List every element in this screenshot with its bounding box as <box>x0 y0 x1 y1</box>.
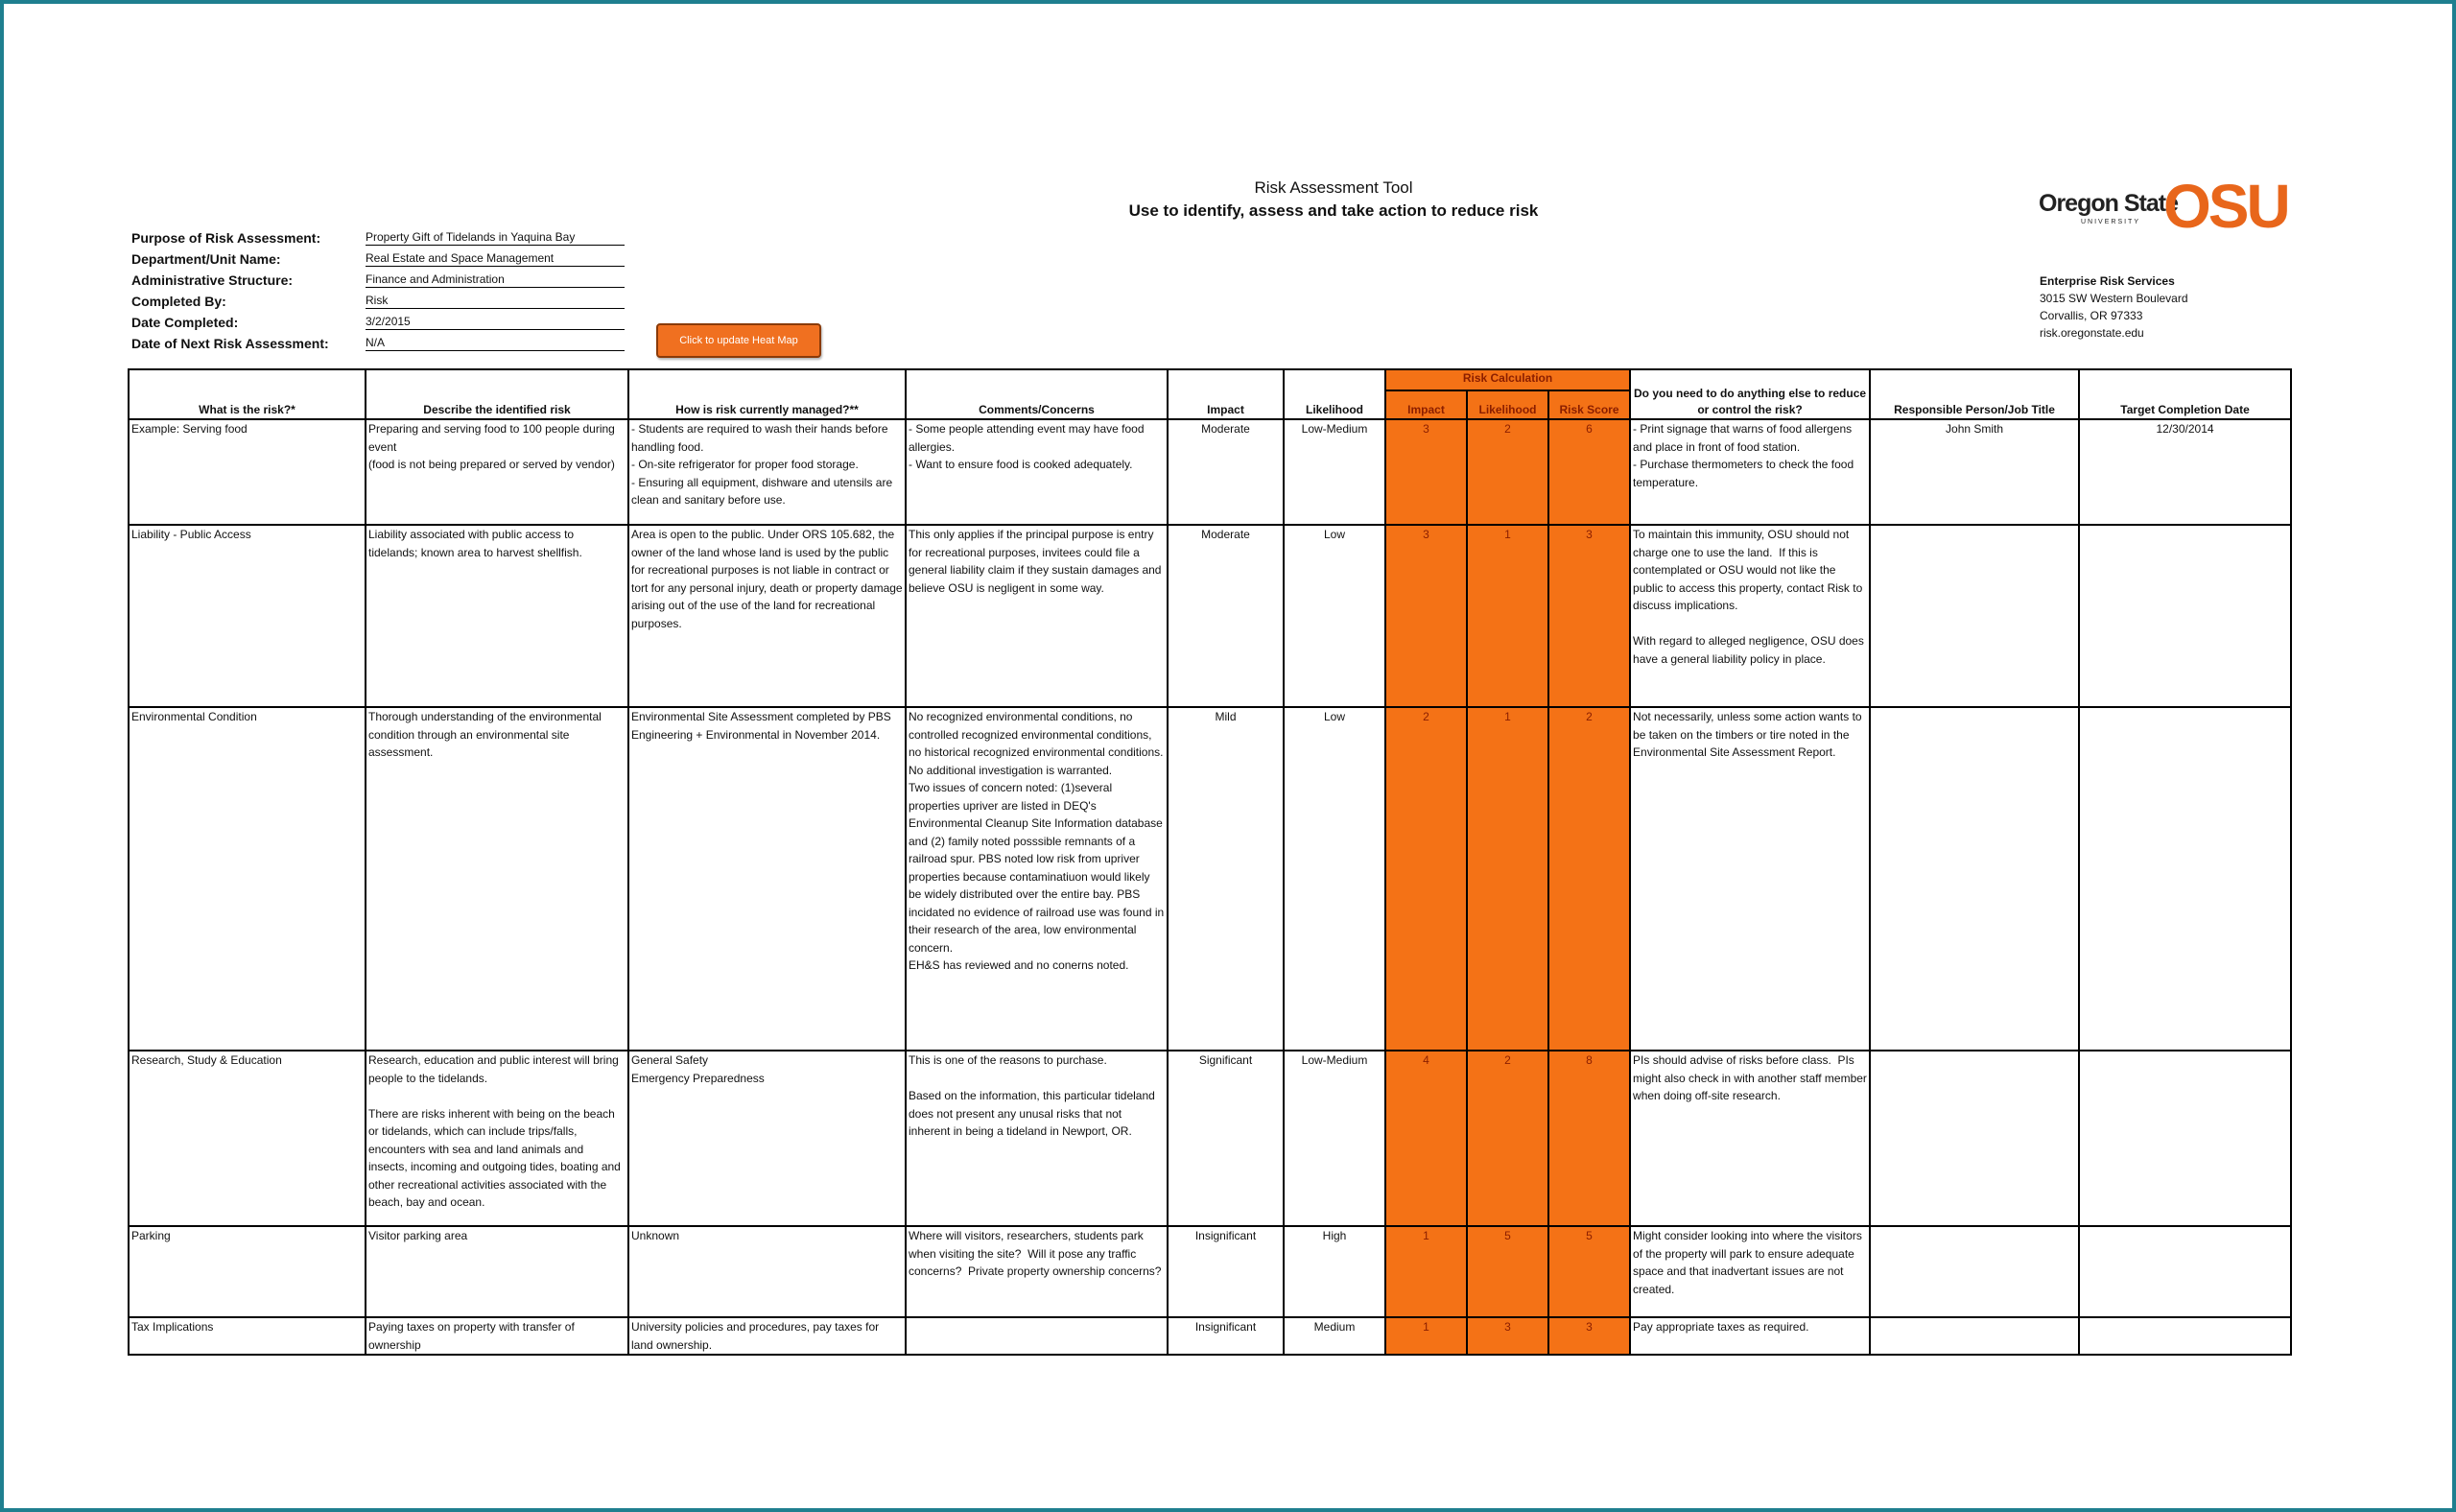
calc-impact-cell: 3 <box>1385 525 1467 707</box>
col-header-risk: What is the risk?* <box>129 369 366 419</box>
next-assessment-field[interactable]: N/A <box>366 336 625 351</box>
calc-likelihood-cell: 1 <box>1467 525 1548 707</box>
logo-university: UNIVERSITY <box>2081 219 2141 225</box>
date-cell[interactable] <box>2079 1317 2291 1355</box>
table-row <box>129 1317 2291 1355</box>
calc-likelihood-cell: 2 <box>1467 419 1548 525</box>
action-cell[interactable]: Might consider looking into where the visitors of the property will park to ensure adequate space and that inadvertant issues are not created. <box>1630 1226 1870 1317</box>
comments-cell[interactable]: This is one of the reasons to purchase. Based on the information, this particular tideland does not present any unusal risks that not inherent in being a tideland in Newport, OR. <box>906 1051 1168 1226</box>
update-heat-map-button[interactable]: Click to update Heat Map <box>656 323 821 358</box>
describe-cell[interactable]: Preparing and serving food to 100 people during event (food is not being prepared or served by vendor) <box>366 419 628 525</box>
action-cell[interactable]: - Print signage that warns of food allergens and place in front of food station. - Purchase thermometers to check the food temperature. <box>1630 419 1870 525</box>
table-row <box>129 419 2291 525</box>
risk-cell[interactable]: Environmental Condition <box>129 707 366 1051</box>
purpose-field[interactable]: Property Gift of Tidelands in Yaquina Bay <box>366 230 625 246</box>
meta-label: Purpose of Risk Assessment: <box>131 230 321 246</box>
osu-logo <box>2039 172 2288 244</box>
meta-label: Date of Next Risk Assessment: <box>131 336 329 351</box>
impact-cell[interactable]: Moderate <box>1168 525 1284 707</box>
person-cell[interactable] <box>1870 707 2079 1051</box>
impact-cell[interactable]: Insignificant <box>1168 1317 1284 1355</box>
likelihood-cell[interactable]: Low-Medium <box>1284 1051 1385 1226</box>
comments-cell[interactable]: No recognized environmental conditions, no controlled recognized environmental conditions, no historical recognized environmental conditions. No additional investigation is warranted. Two issues of concern noted: (1)several properties upriver are listed in DEQ's Environmental Cleanup Site Information database and (2) family noted posssible remnants of a railroad spur. PBS noted low risk from upriver properties because contaminatiuon would likely be widely distributed over the entire bay. PBS incidated no evidence of railroad use was found in their research of the area, low environmental concern. EH&S has reviewed and no conerns noted. <box>906 707 1168 1051</box>
calc-impact-cell: 2 <box>1385 707 1467 1051</box>
date-cell[interactable] <box>2079 1226 2291 1317</box>
action-cell[interactable]: Not necessarily, unless some action wants to be taken on the timbers or tire noted in the Environmental Site Assessment Report. <box>1630 707 1870 1051</box>
risk-score-cell: 8 <box>1548 1051 1630 1226</box>
calc-impact-cell: 1 <box>1385 1226 1467 1317</box>
risk-score-cell: 2 <box>1548 707 1630 1051</box>
likelihood-cell[interactable]: Low-Medium <box>1284 419 1385 525</box>
col-header-impact: Impact <box>1168 369 1284 419</box>
date-cell[interactable] <box>2079 525 2291 707</box>
person-cell[interactable] <box>1870 525 2079 707</box>
calc-likelihood-cell: 5 <box>1467 1226 1548 1317</box>
logo-mark: OSU <box>2163 172 2288 241</box>
comments-cell[interactable]: - Some people attending event may have food allergies. - Want to ensure food is cooked adequately. <box>906 419 1168 525</box>
describe-cell[interactable]: Thorough understanding of the environmental condition through an environmental site assessment. <box>366 707 628 1051</box>
risk-score-cell: 3 <box>1548 1317 1630 1355</box>
table-row <box>129 1226 2291 1317</box>
completed-by-field[interactable]: Risk <box>366 294 625 309</box>
col-header-person: Responsible Person/Job Title <box>1870 369 2079 419</box>
risk-cell[interactable]: Liability - Public Access <box>129 525 366 707</box>
calc-likelihood-cell: 3 <box>1467 1317 1548 1355</box>
managed-cell[interactable]: Unknown <box>628 1226 906 1317</box>
table-header-row <box>129 369 2291 390</box>
describe-cell[interactable]: Paying taxes on property with transfer of ownership <box>366 1317 628 1355</box>
col-header-comments: Comments/Concerns <box>906 369 1168 419</box>
managed-cell[interactable]: University policies and procedures, pay taxes for land ownership. <box>628 1317 906 1355</box>
col-header-calc-score: Risk Score <box>1548 390 1630 419</box>
table-row <box>129 1051 2291 1226</box>
risk-score-cell: 5 <box>1548 1226 1630 1317</box>
impact-cell[interactable]: Insignificant <box>1168 1226 1284 1317</box>
col-header-action: Do you need to do anything else to reduce or control the risk? <box>1630 369 1870 419</box>
table-row <box>129 525 2291 707</box>
col-header-calc-likelihood: Likelihood <box>1467 390 1548 419</box>
person-cell[interactable] <box>1870 1317 2079 1355</box>
logo-name: Oregon State <box>2039 190 2178 217</box>
structure-field[interactable]: Finance and Administration <box>366 272 625 288</box>
risk-score-cell: 3 <box>1548 525 1630 707</box>
managed-cell[interactable]: General Safety Emergency Preparedness <box>628 1051 906 1226</box>
col-header-risk-calculation: Risk Calculation <box>1385 369 1630 390</box>
calc-impact-cell: 4 <box>1385 1051 1467 1226</box>
action-cell[interactable]: PIs should advise of risks before class. PIs might also check in with another staff member when doing off-site research. <box>1630 1051 1870 1226</box>
likelihood-cell[interactable]: Medium <box>1284 1317 1385 1355</box>
person-cell[interactable] <box>1870 1226 2079 1317</box>
risk-cell[interactable]: Tax Implications <box>129 1317 366 1355</box>
risk-cell[interactable]: Parking <box>129 1226 366 1317</box>
calc-likelihood-cell: 1 <box>1467 707 1548 1051</box>
date-cell[interactable] <box>2079 1051 2291 1226</box>
managed-cell[interactable]: Environmental Site Assessment completed by PBS Engineering + Environmental in November 2014. <box>628 707 906 1051</box>
likelihood-cell[interactable]: Low <box>1284 707 1385 1051</box>
page-title: Risk Assessment Tool <box>1254 178 1413 197</box>
comments-cell[interactable]: This only applies if the principal purpose is entry for recreational purposes, invitees could file a general liability claim if they sustain damages and believe OSU is negligent in some way. <box>906 525 1168 707</box>
comments-cell[interactable]: Where will visitors, researchers, students park when visiting the site? Will it pose any traffic concerns? Private property ownership concerns? <box>906 1226 1168 1317</box>
ers-address <box>2040 272 2188 342</box>
impact-cell[interactable]: Mild <box>1168 707 1284 1051</box>
table-row <box>129 707 2291 1051</box>
risk-cell[interactable]: Research, Study & Education <box>129 1051 366 1226</box>
col-header-likelihood: Likelihood <box>1284 369 1385 419</box>
likelihood-cell[interactable]: Low <box>1284 525 1385 707</box>
date-cell[interactable] <box>2079 707 2291 1051</box>
calc-impact-cell: 1 <box>1385 1317 1467 1355</box>
col-header-managed: How is risk currently managed?** <box>628 369 906 419</box>
meta-label: Department/Unit Name: <box>131 251 281 267</box>
risk-table <box>128 368 2292 1356</box>
ers-heading: Enterprise Risk Services <box>2040 274 2175 288</box>
meta-label: Administrative Structure: <box>131 272 294 288</box>
describe-cell[interactable]: Liability associated with public access to tidelands; known area to harvest shellfish. <box>366 525 628 707</box>
ers-address-line: 3015 SW Western Boulevard <box>2040 292 2188 305</box>
calc-impact-cell: 3 <box>1385 419 1467 525</box>
date-completed-field[interactable]: 3/2/2015 <box>366 315 625 330</box>
person-cell[interactable] <box>1870 1051 2079 1226</box>
impact-cell[interactable]: Moderate <box>1168 419 1284 525</box>
department-field[interactable]: Real Estate and Space Management <box>366 251 625 267</box>
comments-cell[interactable] <box>906 1317 1168 1355</box>
person-cell[interactable]: John Smith <box>1870 419 2079 525</box>
managed-cell[interactable]: Area is open to the public. Under ORS 105.682, the owner of the land whose land is used by the public for recreational purposes is not liable in contract or tort for any personal injury, death or property damage arising out of the use of the land for recreational purposes. <box>628 525 906 707</box>
action-cell[interactable]: Pay appropriate taxes as required. <box>1630 1317 1870 1355</box>
risk-cell[interactable]: Example: Serving food <box>129 419 366 525</box>
meta-label: Completed By: <box>131 294 226 309</box>
describe-cell[interactable]: Visitor parking area <box>366 1226 628 1317</box>
page-subtitle: Use to identify, assess and take action to reduce risk <box>1128 201 1539 220</box>
calc-likelihood-cell: 2 <box>1467 1051 1548 1226</box>
ers-website: risk.oregonstate.edu <box>2040 326 2144 340</box>
risk-score-cell: 6 <box>1548 419 1630 525</box>
managed-cell[interactable]: - Students are required to wash their hands before handling food. - On-site refrigerator for proper food storage. - Ensuring all equipment, dishware and utensils are clean and sanitary before use. <box>628 419 906 525</box>
col-header-calc-impact: Impact <box>1385 390 1467 419</box>
action-cell[interactable]: To maintain this immunity, OSU should not charge one to use the land. If this is contemplated or OSU would not like the public to access this property, contact Risk to discuss implications. With regard to alleged negligence, OSU does have a general liability policy in place. <box>1630 525 1870 707</box>
describe-cell[interactable]: Research, education and public interest will bring people to the tidelands. There are risks inherent with being on the beach or tidelands, which can include trips/falls, encounters with sea and land animals and insects, incoming and outgoing tides, boating and other recreational activities associated with the beach, bay and ocean. <box>366 1051 628 1226</box>
impact-cell[interactable]: Significant <box>1168 1051 1284 1226</box>
meta-label: Date Completed: <box>131 315 239 330</box>
col-header-describe: Describe the identified risk <box>366 369 628 419</box>
date-cell[interactable]: 12/30/2014 <box>2079 419 2291 525</box>
col-header-date: Target Completion Date <box>2079 369 2291 419</box>
likelihood-cell[interactable]: High <box>1284 1226 1385 1317</box>
ers-city-line: Corvallis, OR 97333 <box>2040 309 2143 322</box>
